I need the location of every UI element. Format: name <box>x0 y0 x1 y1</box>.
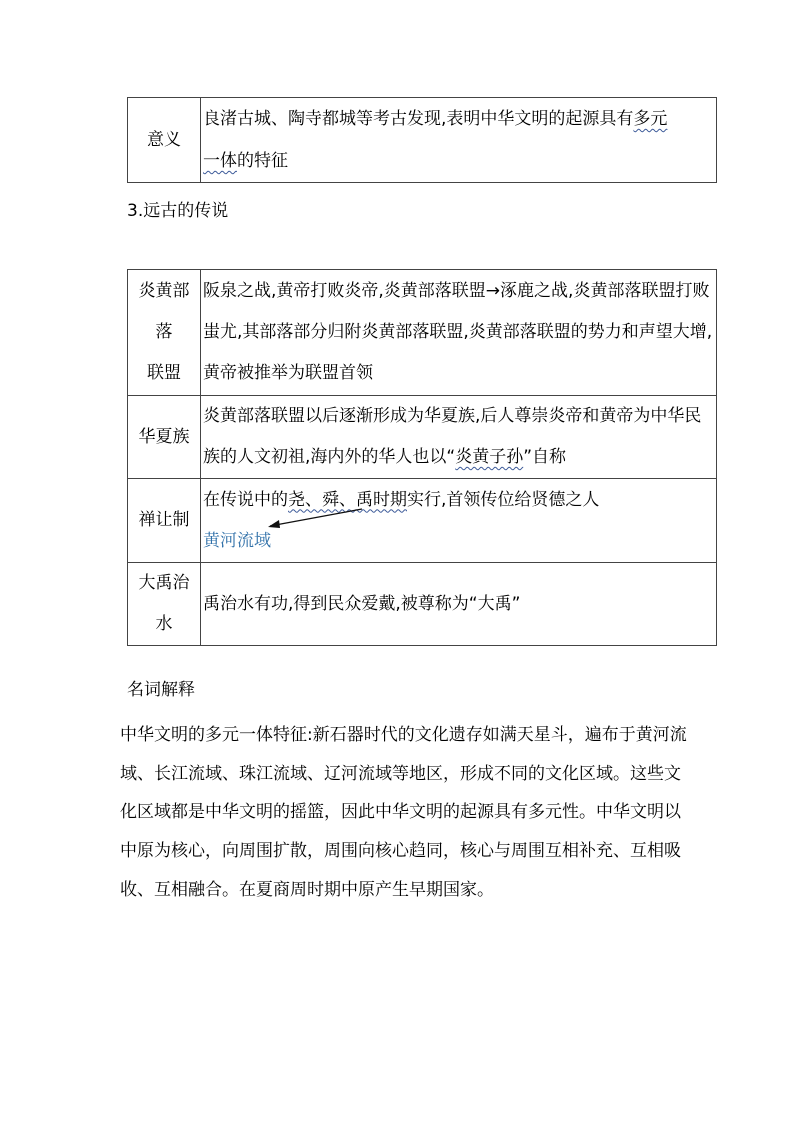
wavy-text-yanhuangzisun: 炎黄子孙 <box>455 447 524 467</box>
label-line: 水 <box>155 614 173 634</box>
glossary-paragraph: 中华文明的多元一体特征:新石器时代的文化遗存如满天星斗，遍布于黄河流域、长江流域、珠江流域、辽河流域等地区，形成不同的文化区域。这些文化区域都是中华文明的摇篮，因此中华文明的起源具有多元性。中华文明以中原为核心，向周围扩散，周围向核心趋同，核心与周围互相补充、互相吸收、互相融合。在夏商周时期中原产生早期国家。 <box>120 725 687 900</box>
row-label-shanrang: 禅让制 <box>128 479 201 563</box>
wavy-text-yiti: 一体 <box>203 151 237 171</box>
shanrang-text-a: 在传说中的 <box>203 489 288 510</box>
significance-table <box>127 97 717 183</box>
legends-table <box>127 269 717 646</box>
wavy-text-duoyuan: 多元 <box>633 109 668 129</box>
significance-text-b: 的特征 <box>237 151 288 171</box>
table-row <box>128 396 717 479</box>
row-label-huaxia: 华夏族 <box>128 396 201 479</box>
glossary-heading: 名词解释 <box>127 680 195 700</box>
table-row <box>128 98 717 183</box>
row-text-yanhuang: 阪泉之战,黄帝打败炎帝,炎黄部落联盟→涿鹿之战,炎黄部落联盟打败蚩尤,其部落部分归附炎黄部落联盟,炎黄部落联盟的势力和声望大增,黄帝被推举为联盟首领 <box>201 270 717 396</box>
row-text-significance <box>201 98 717 183</box>
huaxia-text-b: ”自称 <box>523 447 567 467</box>
label-line: 大禹治 <box>138 573 190 593</box>
row-text-dayu: 禹治水有功,得到民众爱戴,被尊称为“大禹” <box>201 563 717 646</box>
shanrang-text-b: 实行,首领传位给贤德之人 <box>407 489 600 510</box>
wavy-text-yaoshunyu: 尧、舜、禹时期 <box>288 489 407 510</box>
label-line: 联盟 <box>147 363 181 383</box>
note-huanghe: 黄河流域 <box>203 530 271 551</box>
label-line: 炎黄部 <box>138 281 190 301</box>
row-label-significance: 意义 <box>128 98 201 183</box>
huaxia-text-a: 炎黄部落联盟以后逐渐形成为华夏族,后人尊崇炎帝和黄帝为中华民族的人文初祖,海内外的华人也以“ <box>203 406 702 467</box>
section-title: 3.远古的传说 <box>127 201 229 221</box>
row-text-huaxia <box>201 396 717 479</box>
row-label-yanhuang <box>128 270 201 396</box>
significance-text-a: 良渚古城、陶寺都城等考古发现,表明中华文明的起源具有 <box>203 109 634 129</box>
table-row <box>128 270 717 396</box>
row-label-dayu <box>128 563 201 646</box>
table-row <box>128 563 717 646</box>
label-line: 落 <box>155 322 173 342</box>
table-row <box>128 479 717 563</box>
row-text-shanrang <box>201 479 717 563</box>
